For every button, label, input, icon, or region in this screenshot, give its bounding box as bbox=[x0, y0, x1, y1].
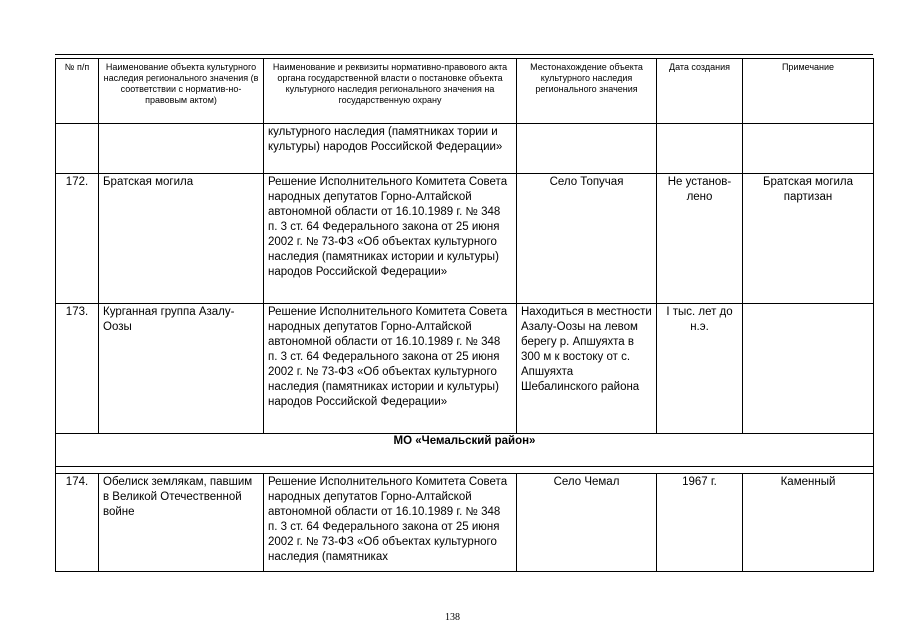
table-row bbox=[56, 174, 874, 304]
section-gap bbox=[56, 467, 874, 474]
top-rule bbox=[55, 54, 873, 55]
table-row bbox=[56, 474, 874, 572]
cell-name: Курганная группа Азалу-Оозы bbox=[99, 304, 264, 434]
cell-act: культурного наследия (памятниках тории и культуры) народов Российской Федерации» bbox=[264, 124, 517, 174]
header-location: Местонахождение объекта культурного наследия регионального значения bbox=[517, 59, 657, 124]
cell-name: Братская могила bbox=[99, 174, 264, 304]
cell-location bbox=[517, 124, 657, 174]
heritage-table bbox=[55, 58, 874, 572]
cell-note: Каменный bbox=[743, 474, 874, 572]
cell-no bbox=[56, 124, 99, 174]
cell-date: 1967 г. bbox=[657, 474, 743, 572]
cell-no: 173. bbox=[56, 304, 99, 434]
page-number: 138 bbox=[445, 612, 460, 623]
cell-location: Находиться в местности Азалу-Оозы на левом берегу р. Апшуяхта в 300 м к востоку от с. Апшуяхта Шебалинского района bbox=[517, 304, 657, 434]
cell-note: Братская могила партизан bbox=[743, 174, 874, 304]
cell-name: Обелиск землякам, павшим в Великой Отечественной войне bbox=[99, 474, 264, 572]
table-header-row bbox=[56, 59, 874, 124]
cell-act: Решение Исполнительного Комитета Совета народных депутатов Горно-Алтайской автономной области от 16.10.1989 г. № 348 п. 3 ст. 64 Федерального закона от 25 июня 2002 г. № 73-ФЗ «Об объектах культурного наследия (памятниках истории и культуры) народов Российской Федерации» bbox=[264, 174, 517, 304]
table-row-continuation bbox=[56, 124, 874, 174]
cell-note bbox=[743, 304, 874, 434]
cell-date: Не установ-лено bbox=[657, 174, 743, 304]
header-name: Наименование объекта культурного наследия регионального значения (в соответствии с норматив-но-правовым актом) bbox=[99, 59, 264, 124]
cell-no: 174. bbox=[56, 474, 99, 572]
cell-date bbox=[657, 124, 743, 174]
cell-date: I тыс. лет до н.э. bbox=[657, 304, 743, 434]
cell-note bbox=[743, 124, 874, 174]
table-row bbox=[56, 304, 874, 434]
section-row bbox=[56, 434, 874, 467]
cell-act: Решение Исполнительного Комитета Совета народных депутатов Горно-Алтайской автономной области от 16.10.1989 г. № 348 п. 3 ст. 64 Федерального закона от 25 июня 2002 г. № 73-ФЗ «Об объектах культурного наследия (памятниках bbox=[264, 474, 517, 572]
section-title: МО «Чемальский район» bbox=[56, 434, 874, 467]
cell-location: Село Чемал bbox=[517, 474, 657, 572]
gap-cell bbox=[56, 467, 874, 474]
header-note: Примечание bbox=[743, 59, 874, 124]
header-act: Наименование и реквизиты нормативно-правового акта органа государственной власти о постановке объекта культурного наследия регионального значения на государственную охрану bbox=[264, 59, 517, 124]
cell-act: Решение Исполнительного Комитета Совета народных депутатов Горно-Алтайской автономной области от 16.10.1989 г. № 348 п. 3 ст. 64 Федерального закона от 25 июня 2002 г. № 73-ФЗ «Об объектах культурного наследия (памятниках истории и культуры) народов Российской Федерации» bbox=[264, 304, 517, 434]
cell-location: Село Топучая bbox=[517, 174, 657, 304]
header-date: Дата создания bbox=[657, 59, 743, 124]
cell-name bbox=[99, 124, 264, 174]
cell-no: 172. bbox=[56, 174, 99, 304]
header-no: № п/п bbox=[56, 59, 99, 124]
